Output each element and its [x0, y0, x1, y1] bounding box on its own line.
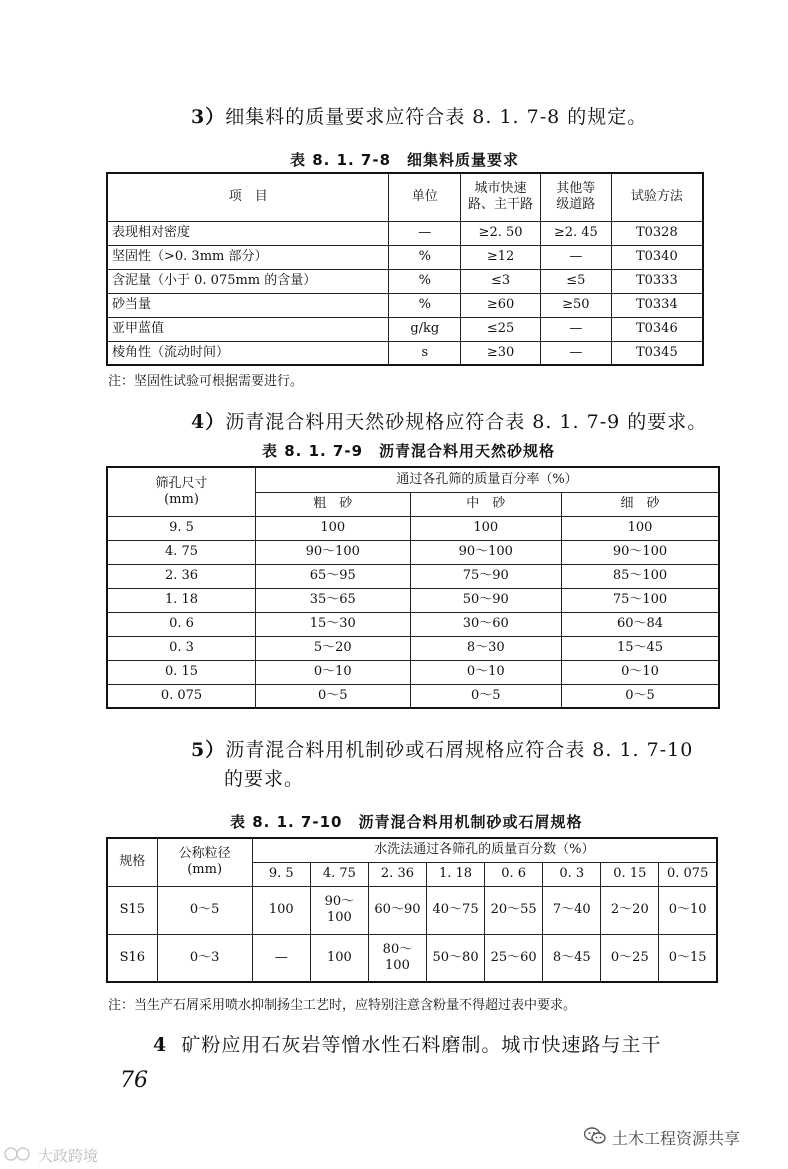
section-3-number: 3） — [191, 106, 226, 128]
header-sieve-line2: (mm) — [164, 491, 199, 507]
cell-coarse: 0～5 — [256, 684, 410, 708]
table-row — [107, 660, 719, 684]
manufactured-sand-grading-table — [106, 837, 718, 983]
table-row — [107, 540, 719, 564]
sieve-header: 2. 36 — [368, 862, 426, 886]
cell-value-line1: 80～ — [382, 941, 413, 957]
cell-coarse: 5～20 — [256, 636, 410, 660]
header-sieve-size — [107, 467, 256, 516]
cell-other: ≥2. 45 — [540, 221, 611, 245]
cell-method: T0333 — [611, 269, 703, 293]
cell-fine: 0～10 — [561, 660, 719, 684]
cell-value: 40～75 — [427, 886, 485, 934]
header-other-roads — [540, 173, 611, 221]
cell-other: ≥50 — [540, 293, 611, 317]
cell-sieve: 0. 075 — [107, 684, 256, 708]
cell-method: T0340 — [611, 245, 703, 269]
section-5-text-line1: 沥青混合料用机制砂或石屑规格应符合表 8. 1. 7-10 — [225, 739, 694, 761]
cell-unit: g/kg — [389, 317, 461, 341]
cell-expressway: ≥2. 50 — [461, 221, 541, 245]
cell-fine: 15～45 — [561, 636, 719, 660]
cell-value: 2～20 — [601, 886, 659, 934]
sieve-header: 1. 18 — [427, 862, 485, 886]
header-expressway — [461, 173, 541, 221]
cell-value: 50～80 — [427, 934, 485, 982]
cell-medium: 30～60 — [410, 612, 561, 636]
cell-other: ≤5 — [540, 269, 611, 293]
cell-value: — — [252, 934, 310, 982]
cell-value: 60～90 — [368, 886, 426, 934]
table-row — [107, 588, 719, 612]
cell-coarse: 15～30 — [256, 612, 410, 636]
table-row — [107, 564, 719, 588]
section-4-heading — [191, 407, 707, 434]
cell-unit: s — [389, 341, 461, 365]
cell-value: 7～40 — [543, 886, 601, 934]
header-spec: 规格 — [107, 838, 157, 886]
cell-item: 棱角性（流动时间） — [107, 341, 389, 365]
cell-fine: 85～100 — [561, 564, 719, 588]
cell-medium: 75～90 — [410, 564, 561, 588]
sieve-header: 0. 15 — [601, 862, 659, 886]
header-nominal-size — [157, 838, 252, 886]
section-5-number: 5） — [191, 739, 226, 761]
header-sieve-line1: 筛孔尺寸 — [155, 475, 208, 491]
table-row-s15 — [107, 886, 717, 934]
cell-fine: 100 — [561, 516, 719, 540]
table-row — [107, 269, 703, 293]
cell-value: 0～15 — [659, 934, 717, 982]
header-passing-percent: 通过各孔筛的质量百分率（%） — [256, 467, 719, 492]
table-row — [107, 317, 703, 341]
table-row — [107, 612, 719, 636]
table-8-1-7-8-note: 注：坚固性试验可根据需要进行。 — [108, 374, 304, 389]
cell-unit: % — [389, 269, 461, 293]
header-washed-passing: 水洗法通过各筛孔的质量百分数（%） — [252, 838, 717, 862]
natural-sand-grading-table — [106, 466, 720, 709]
header-other-line1: 其他等 — [556, 181, 596, 197]
header-nominal-line2: (mm) — [187, 862, 223, 878]
fine-aggregate-quality-table — [106, 172, 704, 366]
header-expressway-line2: 路、主干路 — [468, 197, 534, 213]
header-fine-sand: 细 砂 — [561, 492, 719, 516]
table-row — [107, 684, 719, 708]
table-8-1-7-9-caption: 表 8. 1. 7-9 沥青混合料用天然砂规格 — [262, 442, 556, 460]
cell-item: 表现相对密度 — [107, 221, 389, 245]
sieve-header: 9. 5 — [252, 862, 310, 886]
table-header-row — [107, 467, 719, 492]
table-row-s16 — [107, 934, 717, 982]
cell-coarse: 35～65 — [256, 588, 410, 612]
cell-spec: S16 — [107, 934, 157, 982]
cell-item: 砂当量 — [107, 293, 389, 317]
table-row — [107, 636, 719, 660]
cell-value: 25～60 — [485, 934, 543, 982]
cell-value: 100 — [252, 886, 310, 934]
table-row — [107, 245, 703, 269]
table-row — [107, 293, 703, 317]
paragraph-4 — [153, 1030, 661, 1057]
watermark-right-text: 土木工程资源共享 — [612, 1129, 741, 1148]
cell-size: 0～5 — [157, 886, 252, 934]
cell-fine: 0～5 — [561, 684, 719, 708]
cell-expressway: ≥12 — [461, 245, 541, 269]
cell-coarse: 90～100 — [256, 540, 410, 564]
cell-other: — — [540, 317, 611, 341]
brand-logo-icon — [4, 1146, 34, 1166]
wechat-icon — [584, 1127, 606, 1149]
cell-medium: 8～30 — [410, 636, 561, 660]
cell-medium: 0～5 — [410, 684, 561, 708]
cell-value-line2: 100 — [326, 910, 352, 925]
section-4-number: 4） — [191, 411, 226, 433]
cell-value: 20～55 — [485, 886, 543, 934]
table-row — [107, 341, 703, 365]
cell-coarse: 100 — [256, 516, 410, 540]
cell-coarse: 65～95 — [256, 564, 410, 588]
paragraph-4-number: 4 — [153, 1034, 168, 1056]
section-3-heading — [191, 102, 647, 129]
cell-fine: 60～84 — [561, 612, 719, 636]
cell-item: 坚固性（>0. 3mm 部分） — [107, 245, 389, 269]
section-5-heading — [191, 735, 693, 762]
cell-sieve: 9. 5 — [107, 516, 256, 540]
cell-value: 100 — [310, 934, 368, 982]
cell-expressway: ≤3 — [461, 269, 541, 293]
cell-expressway: ≤25 — [461, 317, 541, 341]
cell-other: — — [540, 341, 611, 365]
cell-method: T0334 — [611, 293, 703, 317]
section-4-text: 沥青混合料用天然砂规格应符合表 8. 1. 7-9 的要求。 — [225, 411, 708, 433]
cell-coarse: 0～10 — [256, 660, 410, 684]
cell-method: T0345 — [611, 341, 703, 365]
paragraph-4-text: 矿粉应用石灰岩等憎水性石料磨制。城市快速路与主干 — [181, 1034, 662, 1056]
table-row — [107, 516, 719, 540]
cell-medium: 90～100 — [410, 540, 561, 564]
section-3-text: 细集料的质量要求应符合表 8. 1. 7-8 的规定。 — [225, 106, 648, 128]
table-8-1-7-10-note: 注：当生产石屑采用喷水抑制扬尘工艺时，应特别注意含粉量不得超过表中要求。 — [108, 998, 577, 1013]
table-8-1-7-10-caption: 表 8. 1. 7-10 沥青混合料用机制砂或石屑规格 — [230, 813, 583, 831]
header-coarse-sand: 粗 砂 — [256, 492, 410, 516]
cell-sieve: 0. 15 — [107, 660, 256, 684]
cell-value: 8～45 — [543, 934, 601, 982]
header-unit: 单位 — [389, 173, 461, 221]
cell-sieve: 0. 3 — [107, 636, 256, 660]
cell-fine: 90～100 — [561, 540, 719, 564]
cell-value: 0～10 — [659, 886, 717, 934]
cell-unit: % — [389, 245, 461, 269]
cell-sieve: 0. 6 — [107, 612, 256, 636]
sieve-header: 0. 075 — [659, 862, 717, 886]
cell-medium: 100 — [410, 516, 561, 540]
header-medium-sand: 中 砂 — [410, 492, 561, 516]
cell-unit: % — [389, 293, 461, 317]
header-nominal-line1: 公称粒径 — [178, 846, 231, 862]
cell-expressway: ≥30 — [461, 341, 541, 365]
page-number: 76 — [120, 1068, 148, 1093]
cell-sieve: 2. 36 — [107, 564, 256, 588]
cell-unit: — — [389, 221, 461, 245]
table-header-row — [107, 838, 717, 862]
cell-fine: 75～100 — [561, 588, 719, 612]
cell-expressway: ≥60 — [461, 293, 541, 317]
header-item: 项 目 — [107, 173, 389, 221]
sieve-header: 0. 3 — [543, 862, 601, 886]
cell-spec: S15 — [107, 886, 157, 934]
header-expressway-line1: 城市快速 — [474, 181, 527, 197]
cell-sieve: 4. 75 — [107, 540, 256, 564]
cell-value — [368, 934, 426, 982]
watermark-right — [584, 1126, 740, 1149]
cell-sieve: 1. 18 — [107, 588, 256, 612]
header-test-method: 试验方法 — [611, 173, 703, 221]
cell-medium: 0～10 — [410, 660, 561, 684]
cell-medium: 50～90 — [410, 588, 561, 612]
watermark-left-text: 大政跨境 — [38, 1147, 99, 1165]
section-5-text-line2: 的要求。 — [224, 768, 305, 790]
cell-method: T0346 — [611, 317, 703, 341]
cell-value: 0～25 — [601, 934, 659, 982]
cell-item: 含泥量（小于 0. 075mm 的含量） — [107, 269, 389, 293]
sieve-header: 0. 6 — [485, 862, 543, 886]
table-row — [107, 221, 703, 245]
cell-other: — — [540, 245, 611, 269]
cell-value — [310, 886, 368, 934]
header-other-line2: 级道路 — [556, 197, 596, 213]
cell-value-line1: 90～ — [324, 894, 355, 909]
watermark-left — [4, 1145, 98, 1166]
cell-item: 亚甲蓝值 — [107, 317, 389, 341]
cell-method: T0328 — [611, 221, 703, 245]
table-header-row — [107, 173, 703, 221]
sieve-header: 4. 75 — [310, 862, 368, 886]
cell-value-line2: 100 — [385, 957, 410, 973]
cell-size: 0～3 — [157, 934, 252, 982]
table-8-1-7-8-caption: 表 8. 1. 7-8 细集料质量要求 — [290, 151, 520, 169]
